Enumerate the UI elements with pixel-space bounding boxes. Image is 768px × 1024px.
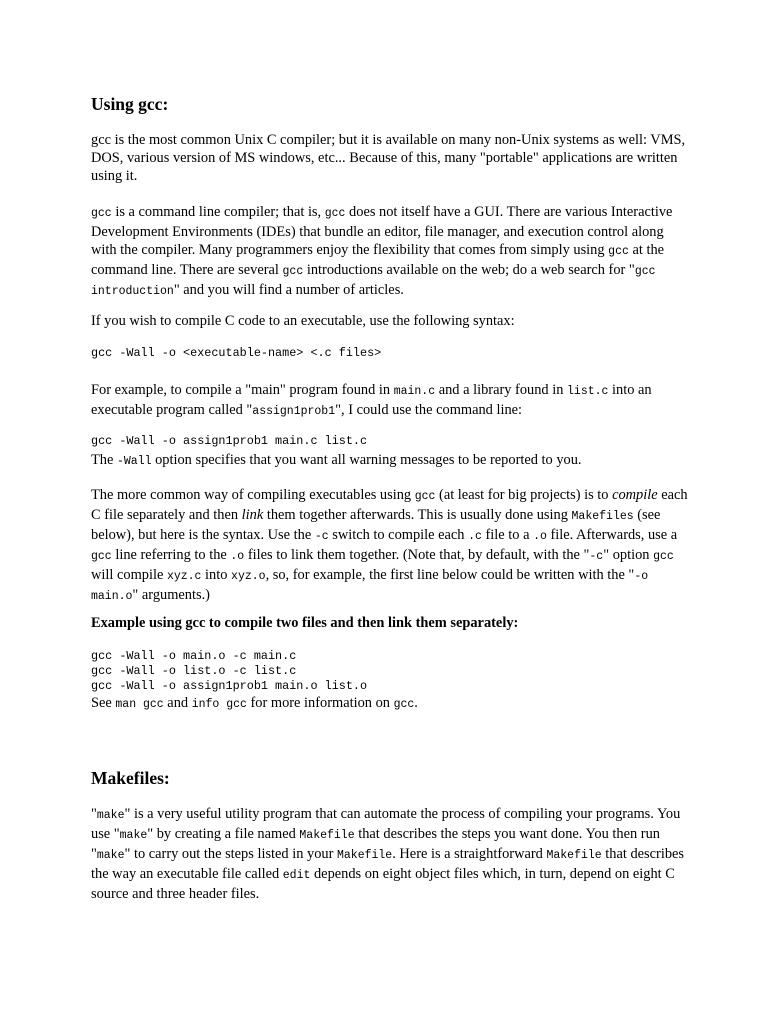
intro-paragraph: gcc is the most common Unix C compiler; but it is available on many non-Unix systems as well: VMS, DOS, various version of MS windows, etc... Because of this, many "portable" applications are written using it. — [91, 132, 686, 184]
syntax-code: gcc -Wall -o <executable-name> <.c files> — [91, 346, 382, 360]
make-paragraph: "make" is a very useful utility program that can automate the process of compiling your programs. You use "make" by creating a file named Makefile that describes the steps you want done. You then run "make" to carry out the steps listed in your Makefile. Here is a straightforward Makefile that describes the way an executable file called edit depends on eight object files which, in turn, depend on eight C source and three header files. — [91, 806, 685, 902]
cli-paragraph: gcc is a command line compiler; that is, gcc does not itself have a GUI. There are various Interactive Development Environments (IDEs) that bundle an editor, file manager, and execution control along with the compiler. Many programmers enjoy the flexibility that comes from simply using gcc at the command line. There are several gcc introductions available on the web; do a web search for "gcc introduction" and you will find a number of articles. — [91, 204, 673, 298]
compile-command-code: gcc -Wall -o assign1prob1 main.c list.c — [91, 434, 368, 448]
example-paragraph: For example, to compile a "main" program found in main.c and a library found in list.c into an executable program called "assign1prob1", I could use the command line: — [91, 382, 652, 418]
example-heading: Example using gcc to compile two files and then link them separately: — [91, 615, 519, 631]
separate-compile-paragraph: The more common way of compiling executables using gcc (at least for big projects) is to compile each C file separately and then link them together afterwards. This is usually done using Makefiles (see below), but here is the syntax. Use the -c switch to compile each .c file to a .o file. Afterwards, use a gcc line referring to the .o files to link them together. (Note that, by default, with the "-c" option gcc will compile xyz.c into xyz.o, so, for example, the first line below could be written with the "-o main.o" arguments.) — [91, 487, 688, 603]
more-info-paragraph: See man gcc and info gcc for more information on gcc. — [91, 695, 418, 711]
heading-makefiles: Makefiles: — [91, 768, 170, 788]
syntax-paragraph: If you wish to compile C code to an executable, use the following syntax: — [91, 313, 515, 329]
heading-using-gcc: Using gcc: — [91, 94, 169, 114]
two-file-compile-code: gcc -Wall -o main.o -c main.c gcc -Wall -o list.o -c list.c gcc -Wall -o assign1prob1 main.o list.o — [91, 649, 368, 693]
wall-paragraph: The -Wall option specifies that you want all warning messages to be reported to you. — [91, 452, 582, 468]
